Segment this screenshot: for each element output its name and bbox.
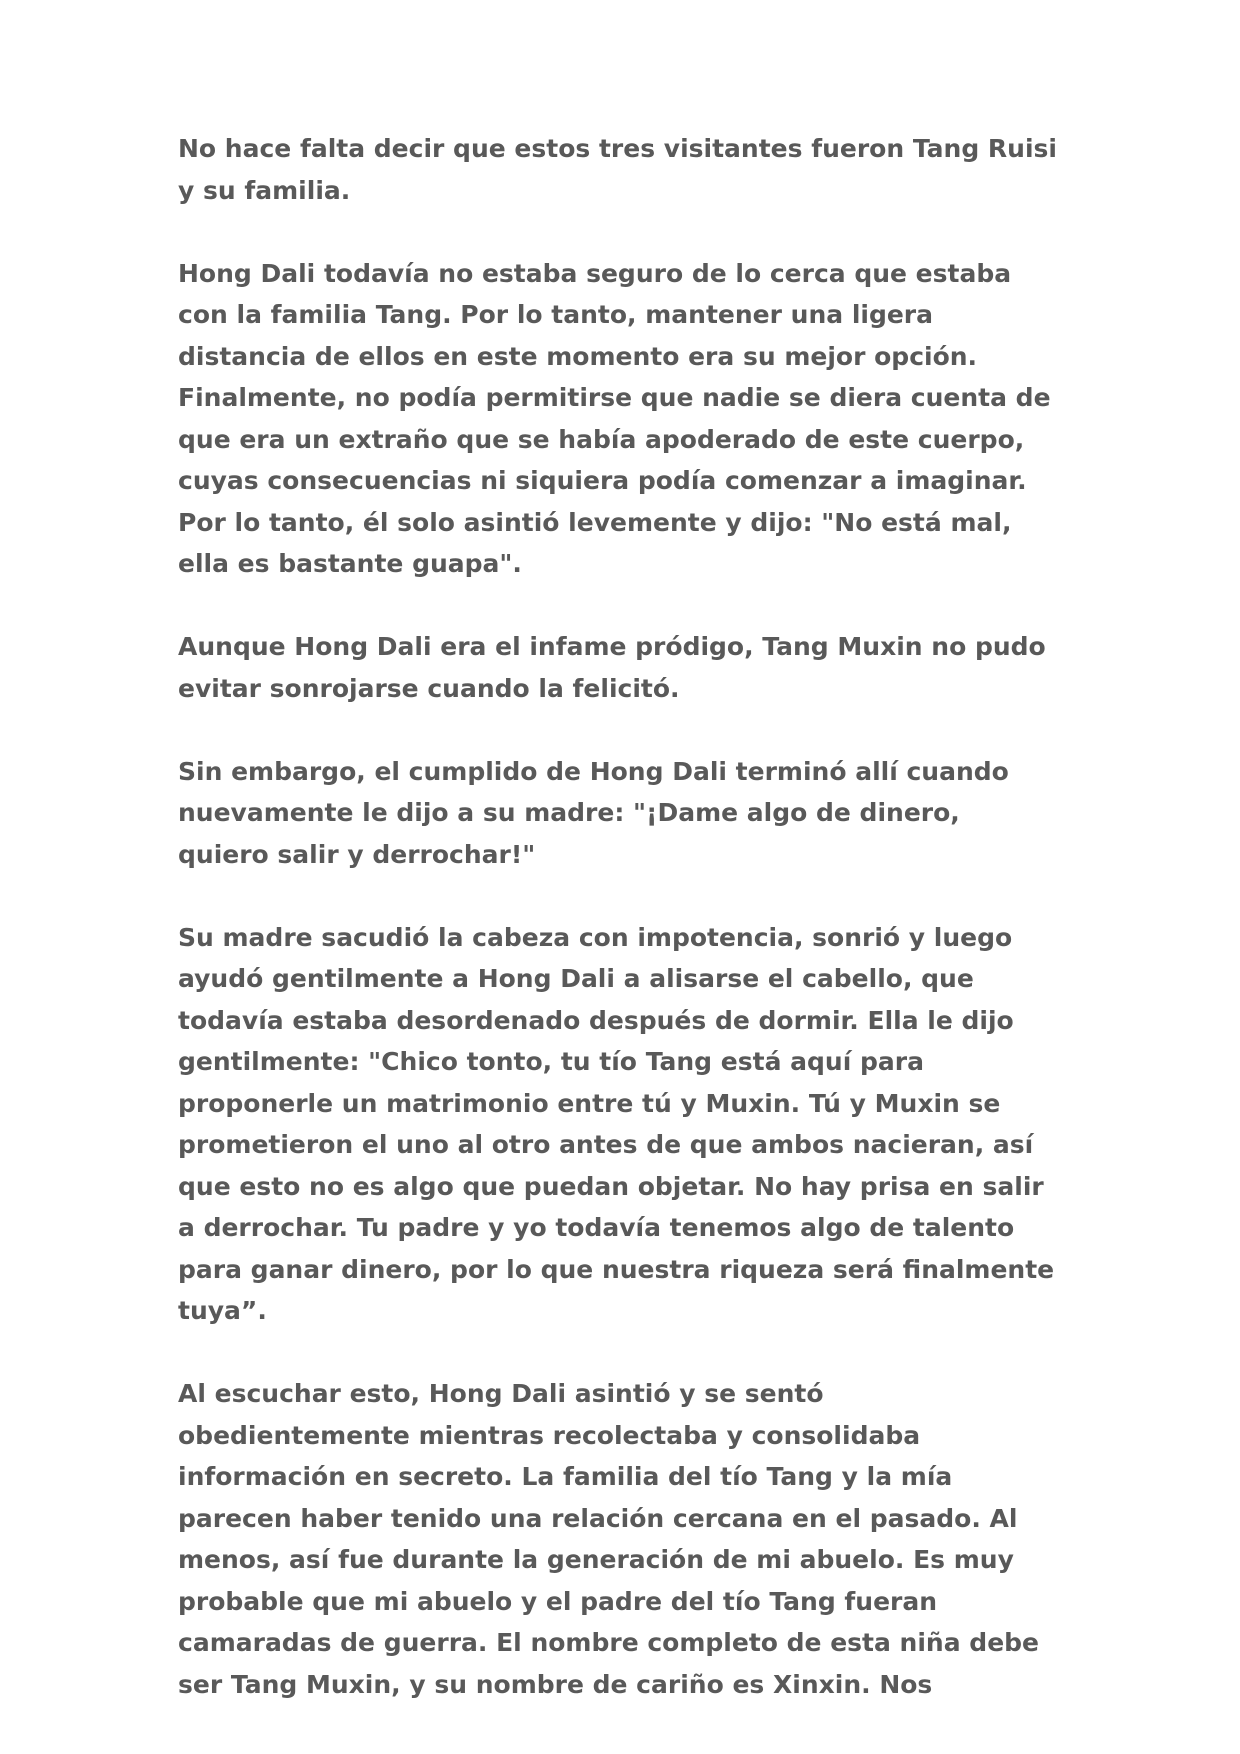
paragraph-6: Al escuchar esto, Hong Dali asintió y se sentó obedientemente mientras recolectaba y consolidaba información en secreto. La familia del tío Tang y la mía parecen haber tenido una relación cercana en el pasado. Al menos, así fue durante la generación de mi abuelo. Es muy probable que mi abuelo y el padre del tío Tang fueran camaradas de guerra. El nombre completo de esta niña debe ser Tang Muxin, y su nombre de cariño es Xinxin. Nos bbox=[178, 1379, 1039, 1699]
paragraph-1: No hace falta decir que estos tres visitantes fueron Tang Ruisi y su familia. bbox=[178, 134, 1058, 205]
paragraph-2: Hong Dali todavía no estaba seguro de lo cerca que estaba con la familia Tang. Por lo tanto, mantener una ligera distancia de ellos en este momento era su mejor opción. Finalmente, no podía permitirse que nadie se diera cuenta de que era un extraño que se había apoderado de este cuerpo, cuyas consecuencias ni siquiera podía comenzar a imaginar. Por lo tanto, él solo asintió levemente y dijo: "No está mal, ella es bastante guapa". bbox=[178, 258, 1051, 578]
paragraph-4: Sin embargo, el cumplido de Hong Dali terminó allí cuando nuevamente le dijo a su madre: "¡Dame algo de dinero, quiero salir y derrochar!" bbox=[178, 756, 1009, 869]
paragraph-5: Su madre sacudió la cabeza con impotencia, sonrió y luego ayudó gentilmente a Hong Dali a alisarse el cabello, que todavía estaba desordenado después de dormir. Ella le dijo gentilmente: "Chico tonto, tu tío Tang está aquí para proponerle un matrimonio entre tú y Muxin. Tú y Muxin se prometieron el uno al otro antes de que ambos nacieran, así que esto no es algo que puedan objetar. No hay prisa en salir a derrochar. Tu padre y yo todavía tenemos algo de talento para ganar dinero, por lo que nuestra riqueza será finalmente tuya”. bbox=[178, 922, 1055, 1325]
document-body bbox=[178, 128, 1058, 1705]
paragraph-3: Aunque Hong Dali era el infame pródigo, Tang Muxin no pudo evitar sonrojarse cuando la felicitó. bbox=[178, 632, 1046, 703]
